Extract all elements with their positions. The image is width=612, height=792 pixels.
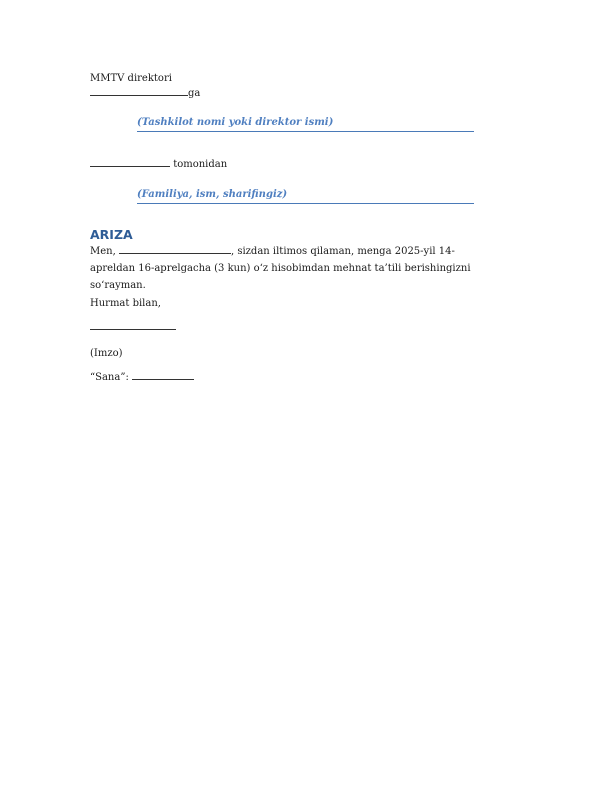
recipient-suffix: ga	[188, 88, 201, 99]
sender-name-blank[interactable]	[90, 157, 170, 167]
signature-line	[90, 320, 176, 334]
document-heading: ARIZA	[90, 227, 133, 242]
body-prefix: Men,	[90, 246, 119, 257]
body-name-blank[interactable]	[119, 244, 231, 254]
recipient-hint: (Tashkilot nomi yoki direktor ismi)	[137, 117, 334, 128]
recipient-title: MMTV direktori	[90, 73, 172, 84]
date-label: “Sana”:	[90, 372, 129, 383]
date-blank[interactable]	[132, 370, 194, 380]
application-body	[90, 243, 478, 294]
sender-line	[90, 157, 227, 171]
body-rest: , sizdan iltimos qilaman, menga 2025-yil 14-apreldan 16-aprelgacha (3 kun) o‘z hisobimdan mehnat ta’tili berishingizni so‘rayman.	[90, 246, 471, 291]
signature-label: (Imzo)	[90, 348, 123, 359]
recipient-name-blank[interactable]	[90, 86, 188, 96]
date-line	[90, 370, 194, 384]
recipient-line	[90, 86, 200, 100]
sender-hint-field[interactable]	[137, 182, 474, 204]
sender-hint: (Familiya, ism, sharifingiz)	[137, 189, 288, 200]
closing-text: Hurmat bilan,	[90, 298, 161, 309]
recipient-hint-field[interactable]	[137, 110, 474, 132]
sender-suffix: tomonidan	[173, 159, 228, 170]
signature-blank[interactable]	[90, 320, 176, 330]
